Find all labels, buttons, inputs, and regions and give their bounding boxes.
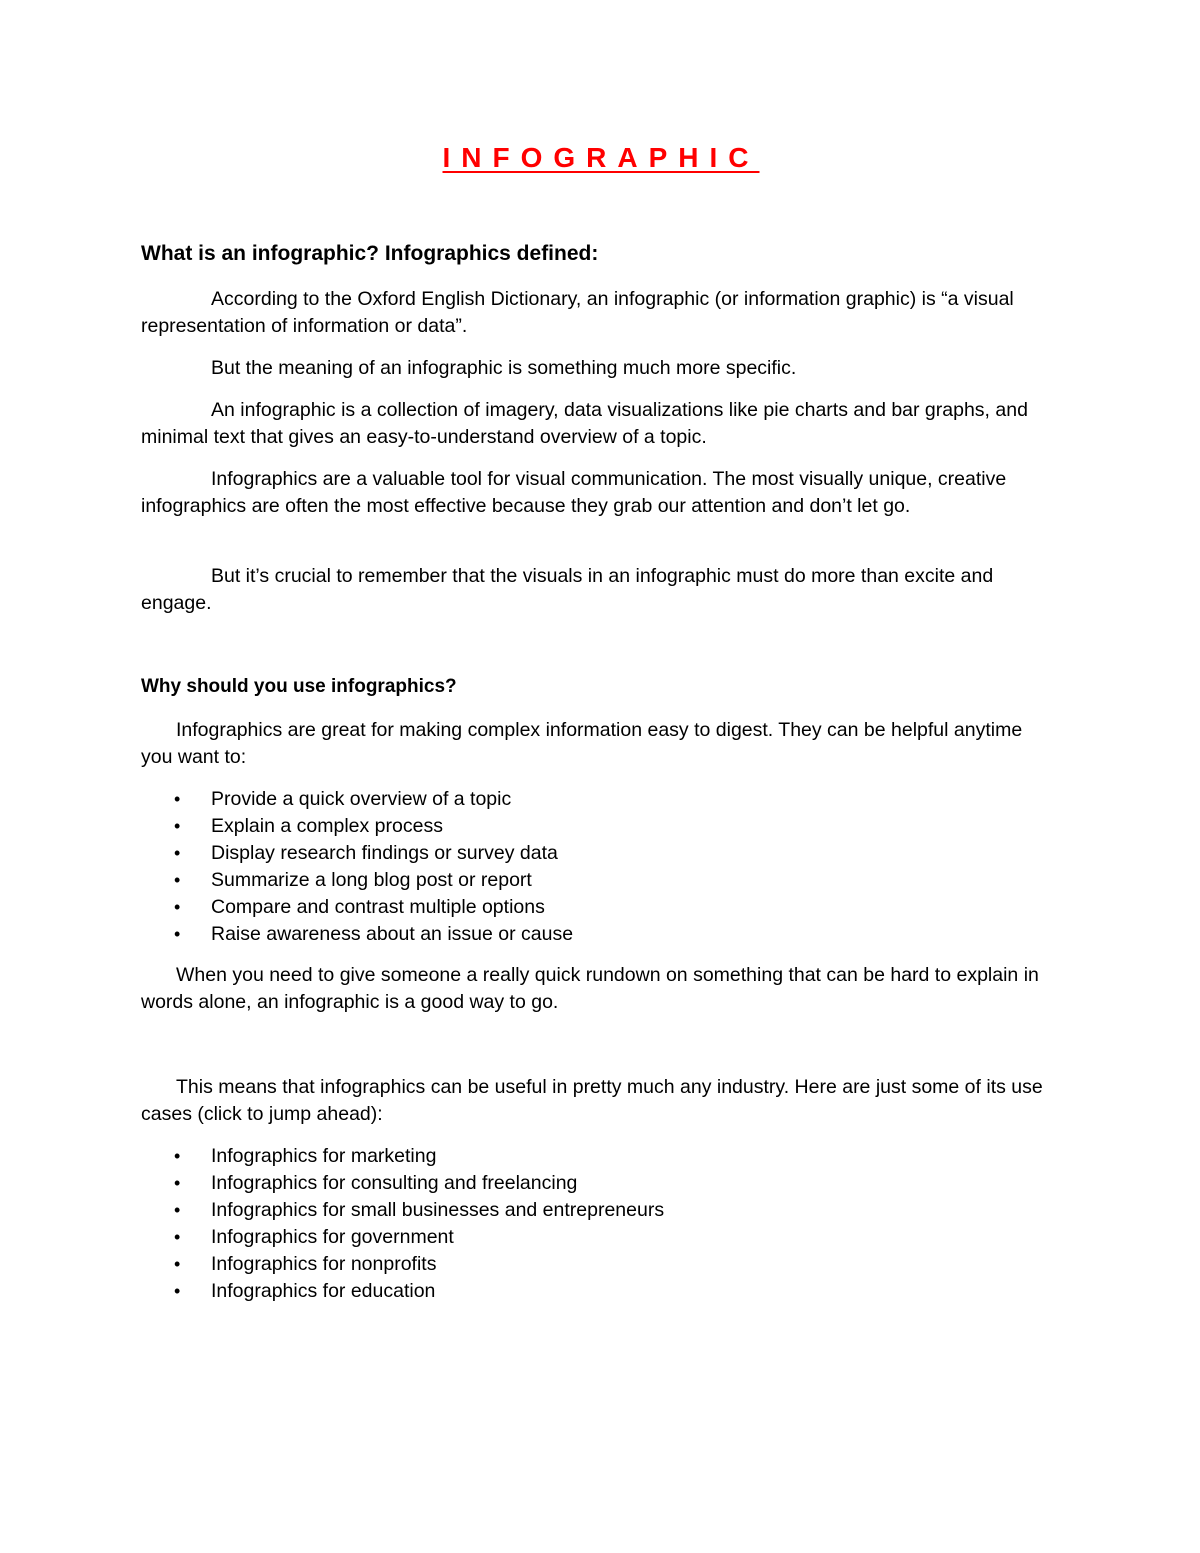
list-item: [141, 894, 573, 921]
document-title: INFOGRAPHIC: [442, 142, 760, 173]
definition-heading: What is an infographic? Infographics defined:: [141, 242, 599, 265]
list-item-text: Infographics for marketing: [211, 1145, 437, 1167]
bullet-icon: •: [174, 1172, 181, 1193]
list-item-text: Explain a complex process: [211, 814, 443, 837]
definition-paragraph: But the meaning of an infographic is something much more specific.: [211, 357, 797, 379]
bullet-icon: •: [174, 896, 181, 917]
list-item-text: Display research findings or survey data: [211, 841, 558, 864]
bullet-icon: •: [174, 1280, 181, 1301]
definition-paragraph: An infographic is a collection of imagery, data visualizations like pie charts and bar graphs, and minimal text that gives an easy-to-understand overview of a topic.: [141, 399, 1028, 449]
list-item: [141, 867, 573, 894]
bullet-icon: •: [174, 869, 181, 890]
list-item-text: Infographics for government: [211, 1225, 454, 1248]
list-item: [141, 1251, 664, 1278]
industry-paragraph: This means that infographics can be useful in pretty much any industry. Here are just some of its use cases (click to jump ahead):: [141, 1076, 1043, 1126]
bullet-icon: •: [174, 1146, 181, 1166]
list-item-text: Summarize a long blog post or report: [211, 868, 532, 891]
list-item-text: Compare and contrast multiple options: [211, 895, 545, 918]
list-item: [141, 921, 573, 948]
list-item-text: Infographics for consulting and freelancing: [211, 1171, 578, 1194]
definition-paragraph: Infographics are a valuable tool for visual communication. The most visually unique, creative infographics are often the most effective because they grab our attention and don’t let go.: [141, 468, 1007, 518]
list-item: [141, 813, 573, 840]
definition-paragraph: According to the Oxford English Dictionary, an infographic (or information graphic) is “a visual representation of information or data”.: [141, 288, 1014, 338]
list-item: [141, 1224, 664, 1251]
bullet-icon: •: [174, 842, 181, 863]
why-bullet-list: [141, 786, 573, 947]
list-item-text: Infographics for small businesses and entrepreneurs: [211, 1198, 665, 1221]
why-heading: Why should you use infographics?: [141, 676, 457, 697]
use-case-bullet-list: [141, 1143, 664, 1304]
list-item-text: Infographics for nonprofits: [211, 1252, 437, 1275]
bullet-icon: •: [174, 1199, 181, 1220]
why-intro-paragraph: Infographics are great for making complex information easy to digest. They can be helpful anytime you want to:: [141, 719, 1023, 769]
bullet-icon: •: [174, 1253, 181, 1274]
list-item: [141, 840, 573, 867]
list-item-text: Raise awareness about an issue or cause: [211, 922, 574, 945]
list-item-text: Provide a quick overview of a topic: [211, 788, 512, 810]
list-item-text: Infographics for education: [211, 1279, 436, 1302]
list-item: [141, 1143, 664, 1170]
bullet-icon: •: [174, 815, 181, 836]
list-item: [141, 1278, 664, 1305]
rundown-paragraph: When you need to give someone a really quick rundown on something that can be hard to explain in words alone, an infographic is a good way to go.: [141, 964, 1039, 1014]
list-item: [141, 1170, 664, 1197]
definition-paragraph: But it’s crucial to remember that the visuals in an infographic must do more than excite and engage.: [141, 565, 994, 615]
bullet-icon: •: [174, 1226, 181, 1247]
bullet-icon: •: [174, 789, 181, 809]
list-item: [141, 786, 573, 813]
list-item: [141, 1197, 664, 1224]
bullet-icon: •: [174, 923, 181, 944]
